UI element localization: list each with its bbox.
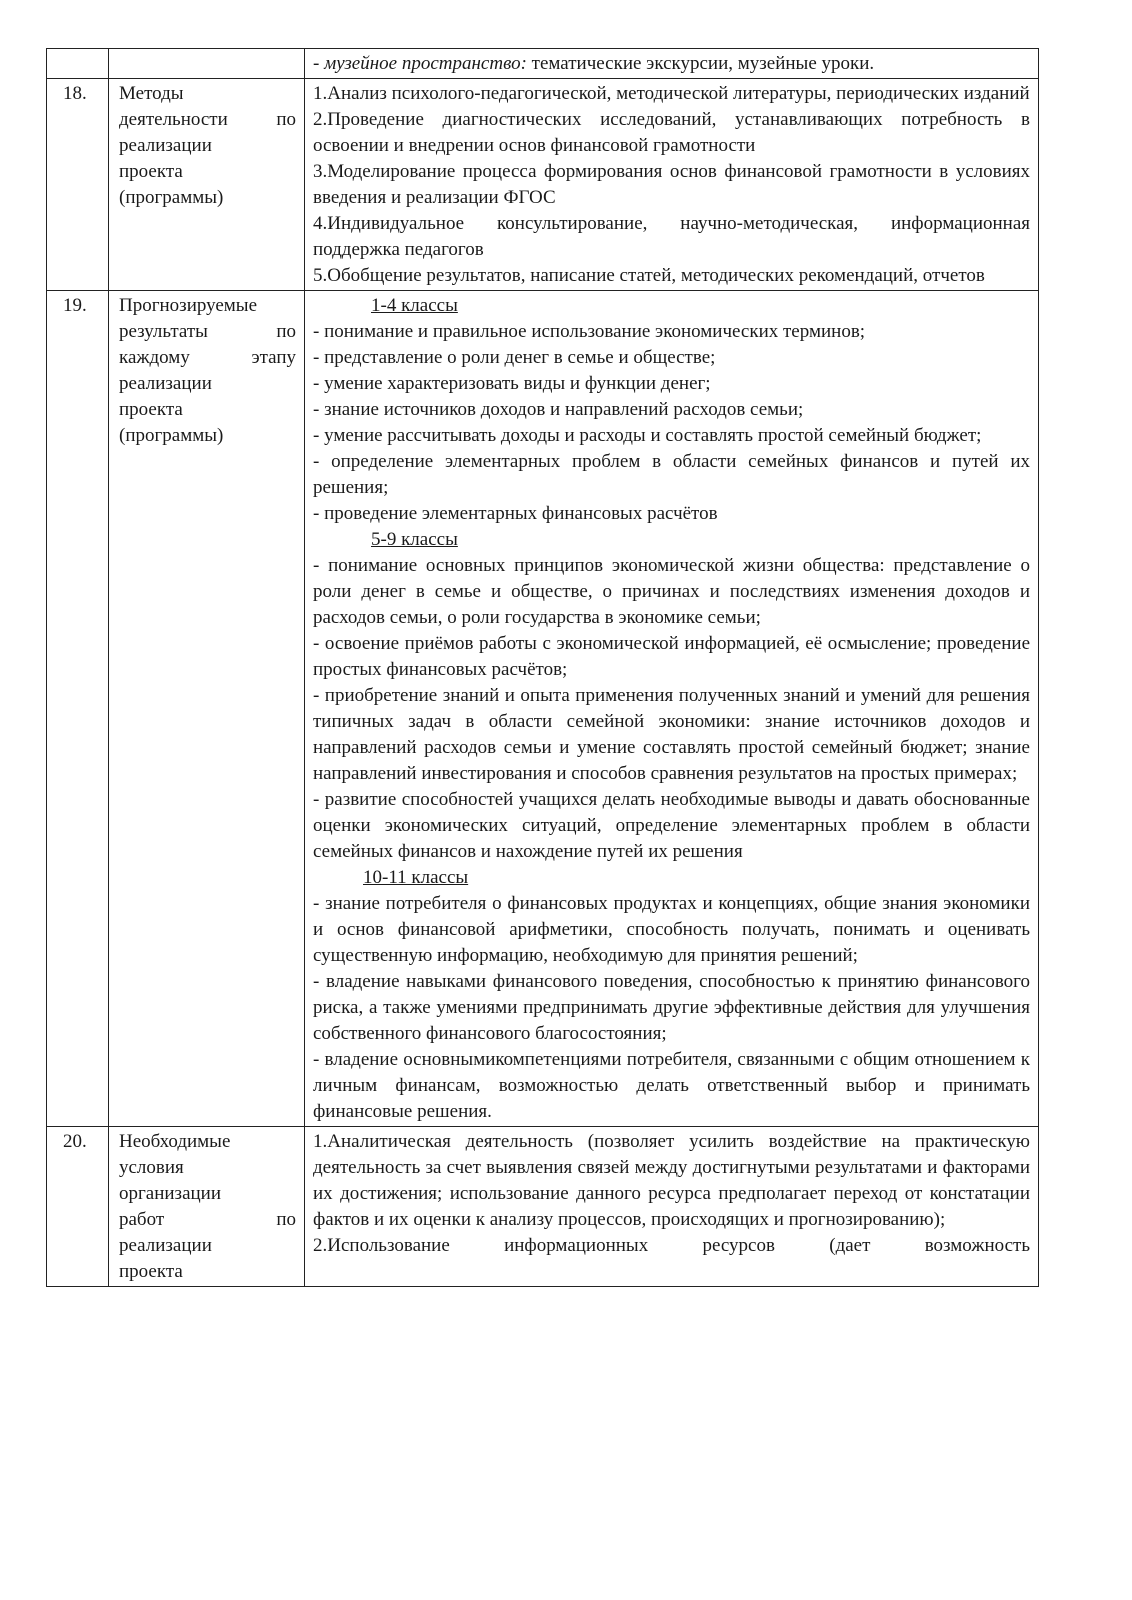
row-content [305,79,1039,291]
row-content [305,1127,1039,1287]
num-cell [47,49,109,79]
list-item: 4.Индивидуальное консультирование, научно-методическая, информационная поддержка педагогов [313,213,1030,260]
list-item: - представление о роли денег в семье и обществе; [313,347,716,368]
list-item: 3.Моделирование процесса формирования основ финансовой грамотности в условиях введения и реализации ФГОС [313,161,1030,208]
list-item: - знание источников доходов и направлений расходов семьи; [313,399,804,420]
list-item: 1.Анализ психолого-педагогической, методической литературы, периодических изданий [313,83,1030,104]
title-line: организации [119,1183,222,1204]
list-item: 1.Аналитическая деятельность (позволяет усилить воздействие на практическую деятельность за счет выявления связей между достигнутыми результатами и факторами их достижения; использование данного ресурса предполагает переход от констатации фактов и их оценки к анализу процессов, происходящих и прогнозированию); [313,1131,1030,1230]
list-item: - определение элементарных проблем в области семейных финансов и путей их решения; [313,451,1030,498]
title-line: каждому этапу [119,347,296,368]
title-line: проекта [119,161,183,182]
list-item: - знание потребителя о финансовых продуктах и концепциях, общие знания экономики и основ финансовой арифметики, способность получать, понимать и оценивать существенную информацию, необходимую для принятия решений; [313,893,1030,966]
row-title [109,1127,305,1287]
title-line: реализации [119,1235,212,1256]
title-line: условия [119,1157,184,1178]
list-item: - проведение элементарных финансовых расчётов [313,503,718,524]
document-table [46,48,1039,1287]
museum-space-text: тематические экскурсии, музейные уроки. [526,53,875,74]
title-line: проекта [119,1261,183,1282]
list-item: - развитие способностей учащихся делать необходимые выводы и давать обоснованные оценки экономических ситуаций, определение элементарных проблем в области семейных финансов и нахождение путей их решения [313,789,1030,862]
title-line: деятельности по [119,109,296,130]
table-row-19 [47,291,1039,1127]
list-item: 2.Использование информационных ресурсов (дает возможность [313,1235,1030,1256]
table-row-intro [47,49,1039,79]
list-item: 2.Проведение диагностических исследований, устанавливающих потребность в освоении и внедрении основ финансовой грамотности [313,109,1030,156]
list-item: - понимание и правильное использование экономических терминов; [313,321,866,342]
list-item: - приобретение знаний и опыта применения полученных знаний и умений для решения типичных задач в области семейной экономики: знание источников доходов и направлений расходов семьи и умение составлять простой семейный бюджет; знание направлений инвестирования и способов сравнения результатов на простых примерах; [313,685,1030,784]
title-line: (программы) [119,187,224,208]
grade-heading: 10-11 классы [363,867,469,888]
grade-heading: 5-9 классы [371,529,458,550]
list-item: 5.Обобщение результатов, написание статей, методических рекомендаций, отчетов [313,265,985,286]
title-line: работ по [119,1209,296,1230]
table-row-20 [47,1127,1039,1287]
row-content [305,291,1039,1127]
grade-heading: 1-4 классы [371,295,458,316]
title-line: реализации [119,135,212,156]
name-cell [109,49,305,79]
list-item: - умение характеризовать виды и функции денег; [313,373,711,394]
row-title [109,291,305,1127]
title-line: проекта [119,399,183,420]
title-line: Прогнозируемые [119,295,258,316]
list-item: - владение основнымикомпетенциями потребителя, связанными с общим отношением к личным финансам, возможностью делать ответственный выбор и принимать финансовые решения. [313,1049,1030,1122]
title-line: Необходимые [119,1131,231,1152]
list-item: - умение рассчитывать доходы и расходы и составлять простой семейный бюджет; [313,425,982,446]
row-number: 19. [47,291,109,1127]
content-cell [305,49,1039,79]
list-item: - владение навыками финансового поведения, способностью к принятию финансового риска, а также умениями предпринимать другие эффективные действия для улучшения собственного финансового благосостояния; [313,971,1030,1044]
title-line: Методы [119,83,184,104]
list-item: - понимание основных принципов экономической жизни общества: представление о роли денег в семье и обществе, о причинах и последствиях изменения доходов и расходов семьи, о роли государства в экономике семьи; [313,555,1030,628]
title-line: (программы) [119,425,224,446]
row-number: 18. [47,79,109,291]
title-line: реализации [119,373,212,394]
table-row-18 [47,79,1039,291]
row-title [109,79,305,291]
row-number: 20. [47,1127,109,1287]
title-line: результаты по [119,321,296,342]
list-item: - освоение приёмов работы с экономической информацией, её осмысление; проведение простых финансовых расчётов; [313,633,1030,680]
museum-space-label: - музейное пространство: [313,53,527,74]
